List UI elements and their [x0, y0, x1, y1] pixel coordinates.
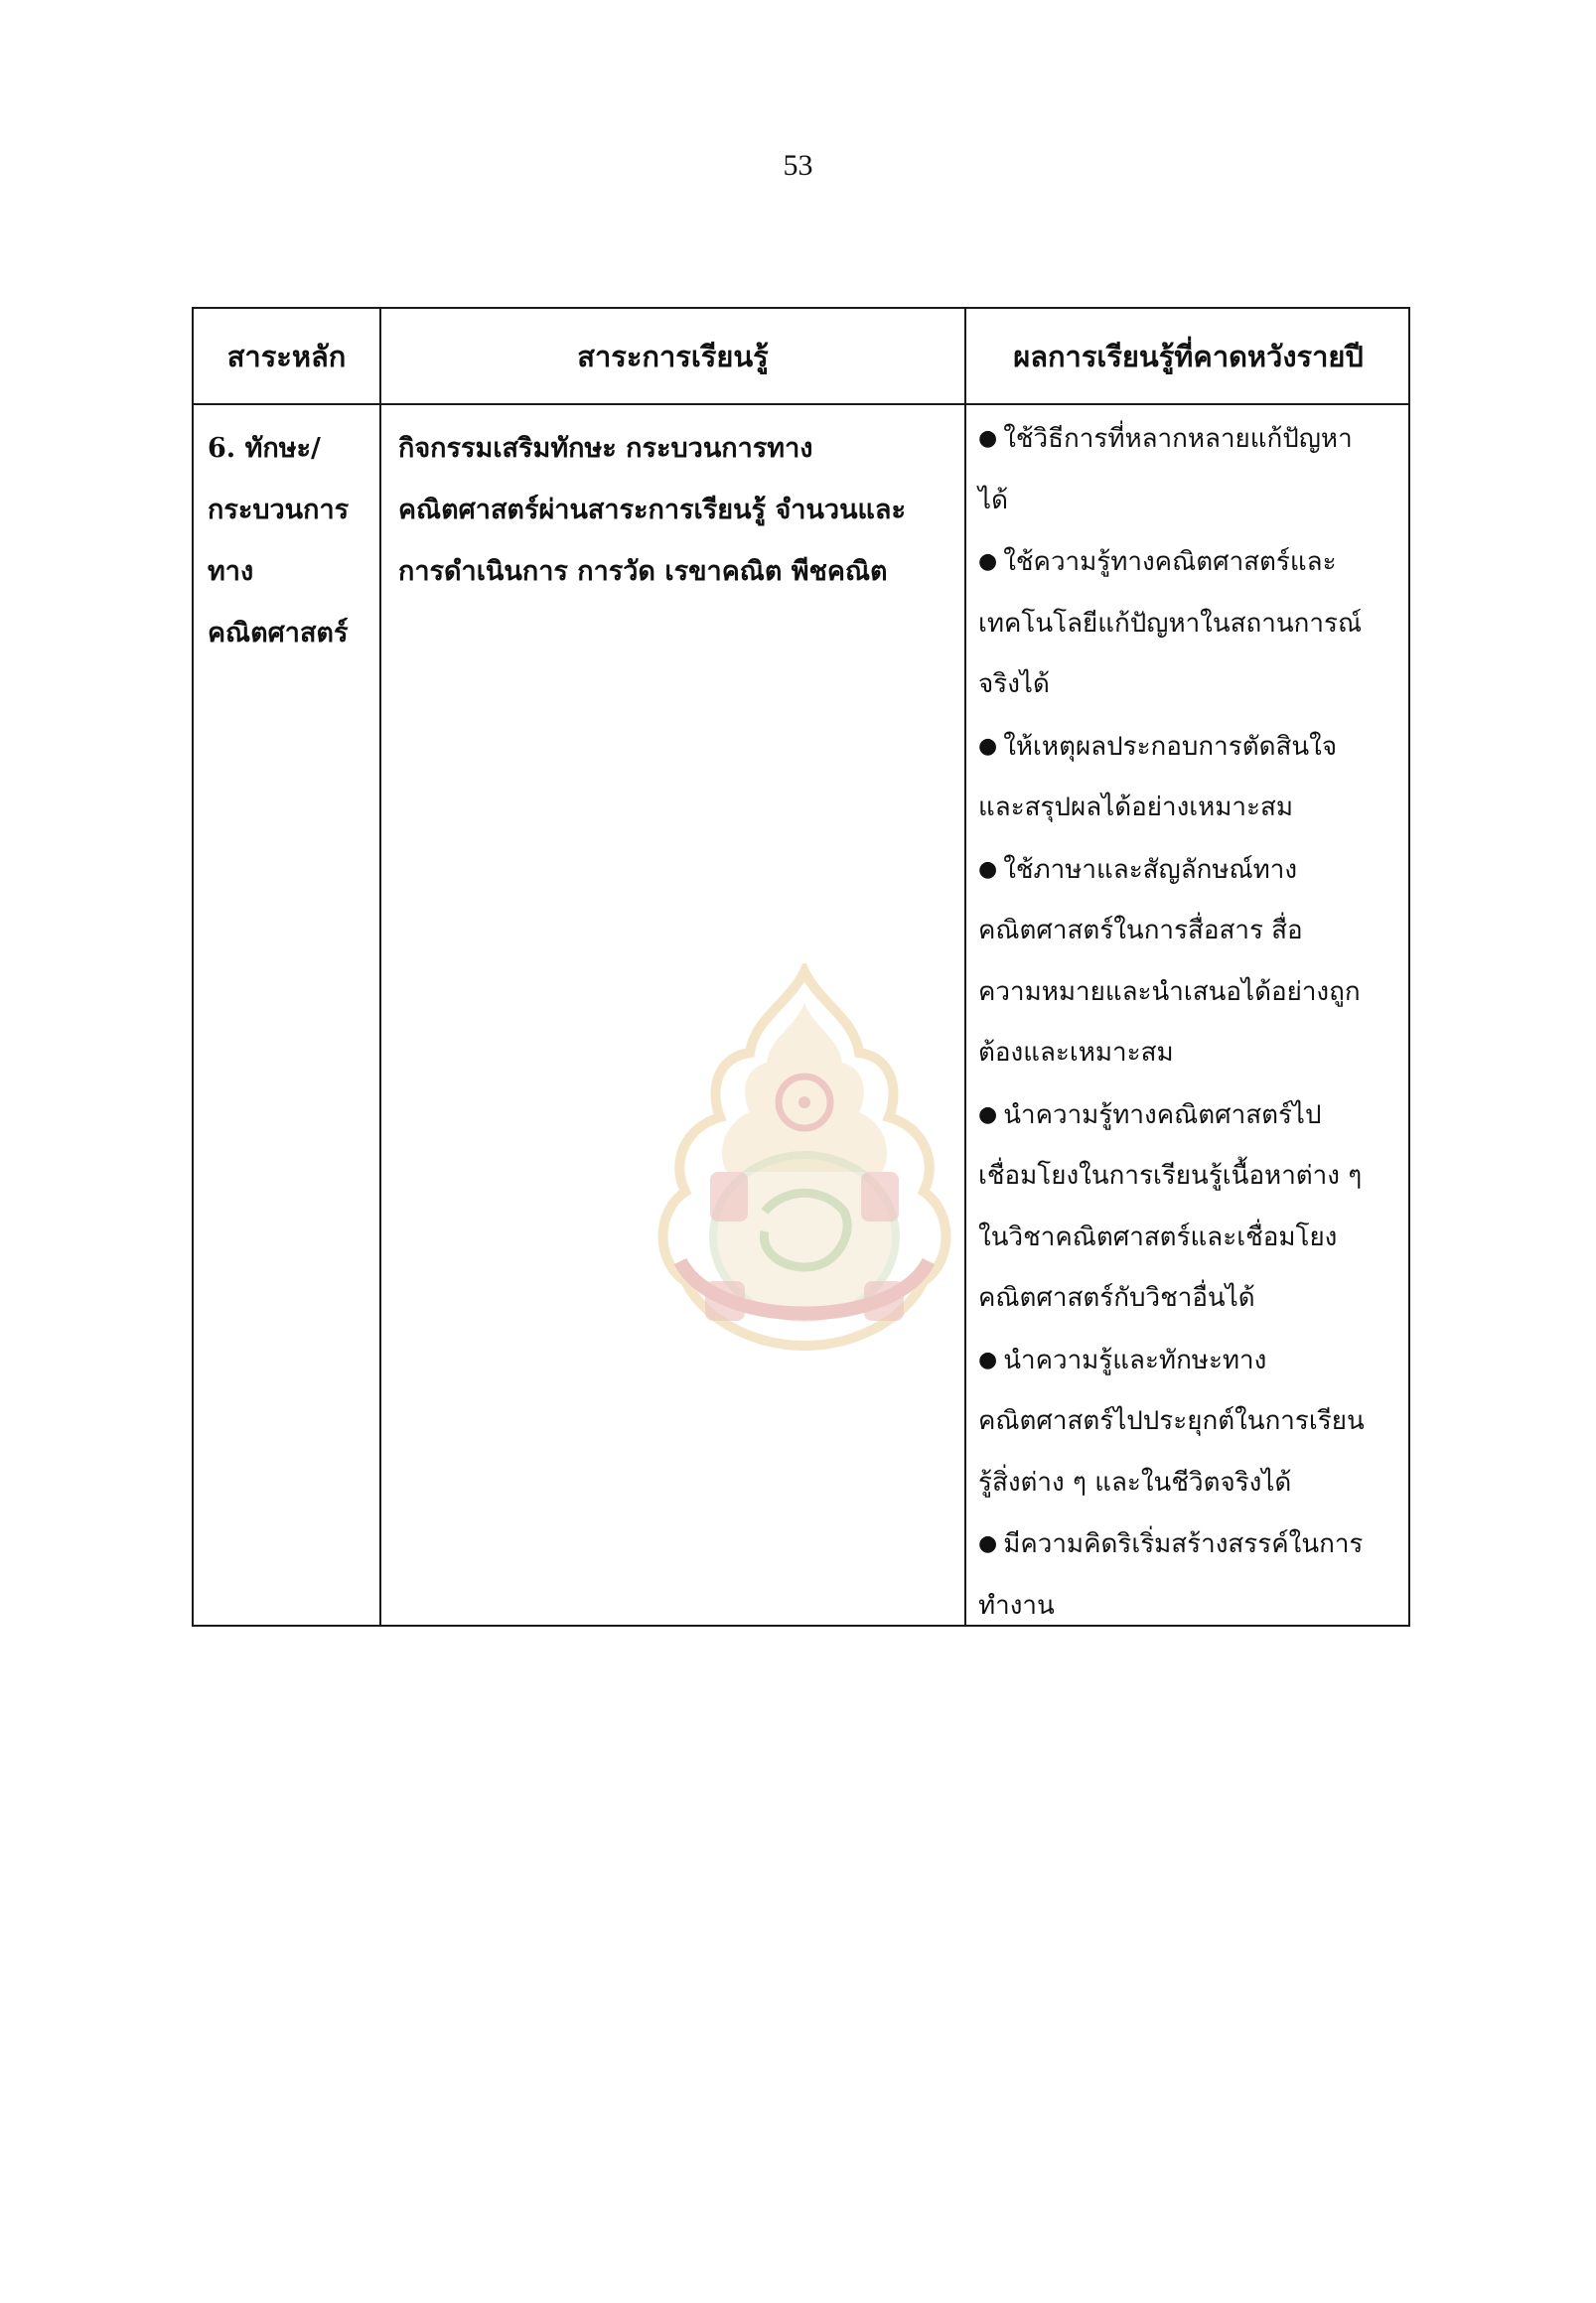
outcome-item: [978, 1330, 1400, 1514]
outcome-text: นำความรู้ทางคณิตศาสตร์ไป: [1003, 1099, 1322, 1130]
page-number: 53: [783, 149, 813, 182]
core-strand-cell: [208, 418, 376, 664]
bullet-icon: ●: [978, 733, 998, 759]
outcome-item: [978, 1084, 1400, 1330]
outcome-line: คณิตศาสตร์กับวิชาอื่นได้: [978, 1283, 1255, 1313]
outcome-item: [978, 531, 1400, 716]
bullet-icon: ●: [978, 1531, 998, 1556]
bullet-icon: ●: [978, 549, 998, 574]
seal-inner-flame: [722, 1003, 887, 1172]
outcome-line: รู้สิ่งต่าง ๆ และในชีวิตจริงได้: [978, 1467, 1292, 1498]
outcome-line: [978, 531, 1400, 594]
header-learning-content: สาระการเรียนรู้: [577, 339, 769, 373]
outcome-item: [978, 1513, 1400, 1637]
outcome-item: [978, 716, 1400, 839]
outcome-text: มีความคิดริเริ่มสร้างสรรค์ในการ: [1003, 1529, 1364, 1559]
outcome-line: [978, 408, 1400, 471]
learning-content-line: กิจกรรมเสริมทักษะ กระบวนการทาง: [398, 433, 813, 464]
learning-content-line: คณิตศาสตร์ผ่านสาระการเรียนรู้ จำนวนและ: [398, 495, 906, 525]
expected-outcomes-cell: [978, 408, 1400, 1637]
bullet-icon: ●: [978, 426, 998, 451]
column-divider: [964, 309, 966, 1625]
header-core-strand: สาระหลัก: [226, 339, 347, 373]
outcome-line: [978, 839, 1400, 902]
core-strand-line: ทาง: [208, 556, 254, 587]
outcome-text: ใช้ความรู้ทางคณิตศาสตร์และ: [1003, 547, 1337, 577]
outcome-line: คณิตศาสตร์ในการสื่อสาร สื่อ: [978, 916, 1303, 945]
outcome-line: ความหมายและนำเสนอได้อย่างถูก: [978, 976, 1361, 1007]
outcome-line: ทำงาน: [978, 1590, 1055, 1621]
learning-content-cell: [398, 418, 954, 603]
outcome-item: [978, 408, 1400, 531]
outcome-text: ให้เหตุผลประกอบการตัดสินใจ: [1003, 731, 1338, 762]
outcome-line: ได้: [978, 485, 1008, 515]
outcome-line: คณิตศาสตร์ไปประยุกต์ในการเรียน: [978, 1406, 1365, 1436]
outcome-text: นำความรู้และทักษะทาง: [1003, 1345, 1267, 1375]
outcome-text: ใช้ภาษาและสัญลักษณ์ทาง: [1003, 854, 1298, 885]
outcome-line: [978, 1330, 1400, 1392]
core-strand-line: 6. ทักษะ/: [208, 433, 321, 464]
bullet-icon: ●: [978, 1347, 998, 1372]
header-divider: [194, 403, 1408, 405]
outcome-line: เชื่อมโยงในการเรียนรู้เนื้อหาต่าง ๆ: [978, 1161, 1363, 1191]
outcome-line: เทคโนโลยีแก้ปัญหาในสถานการณ์: [978, 608, 1363, 639]
learning-content-line: การดำเนินการ การวัด เรขาคณิต พีชคณิต: [398, 556, 888, 587]
column-divider: [379, 309, 381, 1625]
core-strand-line: กระบวนการ: [208, 495, 350, 525]
outcome-item: [978, 839, 1400, 1084]
outcome-line: [978, 1513, 1400, 1576]
header-expected-outcomes: ผลการเรียนรู้ที่คาดหวังรายปี: [1013, 339, 1364, 373]
outcome-line: จริงได้: [978, 669, 1050, 699]
outcome-line: [978, 716, 1400, 779]
outcome-line: [978, 1084, 1400, 1147]
outcome-text: ใช้วิธีการที่หลากหลายแก้ปัญหา: [1003, 424, 1353, 454]
outcome-line: ในวิชาคณิตศาสตร์และเชื่อมโยง: [978, 1222, 1338, 1252]
outcome-line: และสรุปผลได้อย่างเหมาะสม: [978, 792, 1294, 822]
bullet-icon: ●: [978, 1101, 998, 1127]
core-strand-line: คณิตศาสตร์: [208, 618, 349, 648]
bullet-icon: ●: [978, 856, 998, 882]
ministry-seal-watermark-icon: [655, 963, 953, 1361]
outcome-line: ต้องและเหมาะสม: [978, 1038, 1174, 1068]
